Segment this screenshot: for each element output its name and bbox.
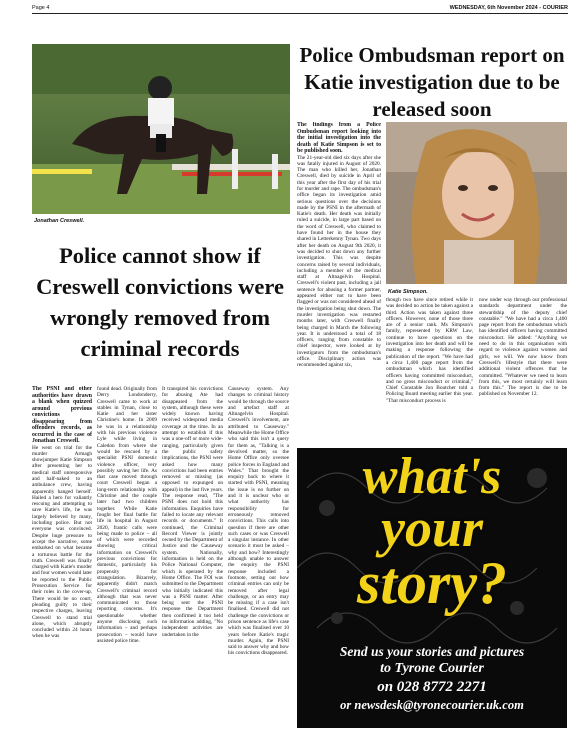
right-story-text-2: though two have since retired while it was decided no action be taken against a third. Action was taken against three officers. However, none of those three are of a senior rank. Ms Simpson's family, represented by KRW Law, continue to have questions on the investigation into her death and will be making a response following the publication of the report. "We have had a circa 1,400 page report from the ombudsman which has identified officers having committed misconduct, and no gross misconduct or criminal," Chief Constable Jon Boutcher told a Policing Board meeting earlier this year. "That misconduct process is: [386, 297, 473, 404]
advert-phone: on 028 8772 2271: [377, 679, 487, 695]
left-story-text-1: He went on trial for the murder Armagh showjumper Katie Simpson after presenting her to medical staff unresponsive and half-naked to an ambulance crew, having apparently hanged herself. Hailed a hero for valiantly rescuing and attempting to save Katie's life, he was largely believed by many, including police. But not everyone was convinced. Despite huge pressure to accept the narrative, some embarked on what became a torturous battle for the truth. Creswell was finally charged with Katie's murder and four women would later be reported to the Public Prosecution Service for their roles in the cover-up. There would be no court, pleading guilty to their respective charges, leaving Creswell to stand trial alone, which abruptly concluded within 24 hours when he was: [32, 444, 92, 640]
right-story-col-2: [386, 297, 473, 442]
right-story-text-1: The 21-year-old died six days after she was fatally injured in August of 2020. The man who killed her, Jonathan Creswell, died by suicide in April of this year after the first day of his trial for murder and rape. The ombudsman's office began its investigation amid serious questions over the decisions made by the PSNI in the aftermath of Katie's death. Her death was initially ruled a suicide, in large part based on the word of Creswell, who claimed to have found her in the house they shared in Letterkenny Tynan. Two days after her death on August 9th 2020, it was decided to shut down any further investigation. This was despite concerns raised by several individuals, including a member of the medical staff at Altnagelvin Hospital. Creswell's violent past, including a jail sentence for abusing a former partner, appeared either not to have been flagged or was not considered ahead of the investigation being shut down. The murder investigation was restarted months later, with Creswell finally being charged in March the following year. It is understood a total of 18 officers, ranging from constable to chief inspector, were looked at by investigators from the ombudsman's office. Disciplinary action was recommended against six,: [297, 154, 381, 369]
headline-ombudsman: Police Ombudsman report on Katie investigation due to be released soon: [299, 43, 565, 121]
headline-convictions: Police cannot show if Creswell convictions were wrongly removed from criminal records: [36, 243, 284, 361]
photo-caption-katie: Katie Simpson.: [388, 289, 428, 295]
advert-word-your: your: [380, 498, 483, 558]
katie-photo: [386, 122, 567, 284]
whats-your-story-advert: [297, 448, 567, 728]
right-story-col-1: [297, 122, 381, 442]
showjumping-photo: [32, 44, 290, 214]
left-story-text-3: It transpired his convictions for abusing Ate had disappeared from the system, although these were widely known having received widespread media coverage at the time. In an attempt to establish if this was a one-off or more wide-ranging, particularly given the public safety implications, the PSNI were asked how many convictions had been entries removed or missing (as opposed to expunged on appeal) in the last five years. The response read, "The PSNI does not hold this information. Enquiries have failed to locate any relevant records or documents." It continued, the Criminal Record Viewer is jointly owned by the Department of Justice and the Causeway system. Nationally, information is held on the Police National Computer, which is operated by the Home Office. The FOI was submitted to the Department who initially indicated this was a PSNI matter. After being sent the PSNI response the Department then confirmed it too held no information adding, "No independent activities are undertaken in the: [162, 386, 223, 638]
left-story-col-4: [228, 386, 289, 731]
page-number: Page 4: [32, 5, 50, 11]
right-story-text-3: now under way through our professional standards department under the stewardship of the deputy chief constable." "We have had a circa 1,400 page report from the ombudsman which has identified officers having committed misconduct. He added: "Anything we need to do in this organisation with regard to violence against women and girls, we will. We now know from Creswell's lifestyle that there were additional violent offences that he committed. "Whatever we need to learn from this, we most certainly will learn from this." The report is due to be published on November 12.: [479, 297, 567, 398]
right-story-col-3: [479, 297, 567, 442]
left-story-text-4: Causeway system. Any changes to criminal history would be through the source and artefact staff at Altnagelvin Hospital. Creswell's involvement, are attributed to Causeway." Meanwhile the Home Office who said this isn't a query for them as, "Talking is a devolved matter, so the Home Office only oversee police forces in England and Wales." That brought the enquiry back to where it started with PSNI, meaning the issue is no further on and it is unclear who or what authority has responsibility for erroneously removed convictions. This calls into question if there are other such cases or was Creswell a singular instance. In other scenario it must be asked – why and how? Interestingly although unable to answer the enquiry the PSNI response included a footnote, setting out how criminal entries can only be removed after legal challenge, or an entry may be missing if a case isn't finalised. Creswell did not challenge the convictions or prison sentence as life's case which was finalised over 10 years before Katie's tragic murder. Again, the PSNI said to answer why and how his convictions disappeared.: [228, 386, 289, 657]
katie-photo-image: [386, 122, 567, 284]
photo-caption-creswell: Jonathan Creswell.: [34, 218, 85, 224]
left-story-col-2: [97, 386, 157, 731]
left-story-col-3: [162, 386, 223, 731]
advert-word-whats: what's: [362, 448, 502, 505]
left-story-col-1: [32, 386, 92, 731]
left-story-text-2: found dead. Originally from Derry Londonderry, Creswell came to work at stables in Tynan, close to Katie and her sister Christine's home. In 2009 he was in a relationship with his previous violence Lyle while living in Caledon from where she would be rescued by a specialist PSNI domestic violence officer, very possibly saving her life. As that case moved through court Creswell began a long-term relationship with Christine and the couple later had two children together. While Katie fought her final battle for life in hospital in August 2020, frantic calls were being made to police – all of which were recorded showing critical information on Creswell's previous convictions for domestic, particularly his propensity for strangulation. Bizarrely, apparently didn't match Creswell's criminal record although that was never communicated to those reporting concerns. It's questionable whether anyone disclosing such information – and perhaps prosecution – would have assisted police time.: [97, 386, 157, 644]
advert-email[interactable]: or newsdesk@tyronecourier.uk.com: [340, 698, 524, 712]
dateline: WEDNESDAY, 6th November 2024 - COURIER: [449, 5, 568, 11]
advert-word-story: story?: [357, 550, 507, 616]
left-story-lead: The PSNI and other authorities have drawn a blank when quizzed around previous convictions disappearing from offenders records, as occurred in the case of Jonathan Creswell.: [32, 386, 92, 444]
header-rule: [32, 13, 568, 14]
showjumping-photo-image: [32, 44, 290, 214]
advert-tagline-1: Send us your stories and pictures: [339, 644, 525, 659]
advert-tagline-2: to Tyrone Courier: [380, 661, 484, 676]
right-story-lead: The findings from a Police Ombudsman report looking into the initial investigation into the death of Katie Simpson is set to be published soon.: [297, 122, 381, 154]
